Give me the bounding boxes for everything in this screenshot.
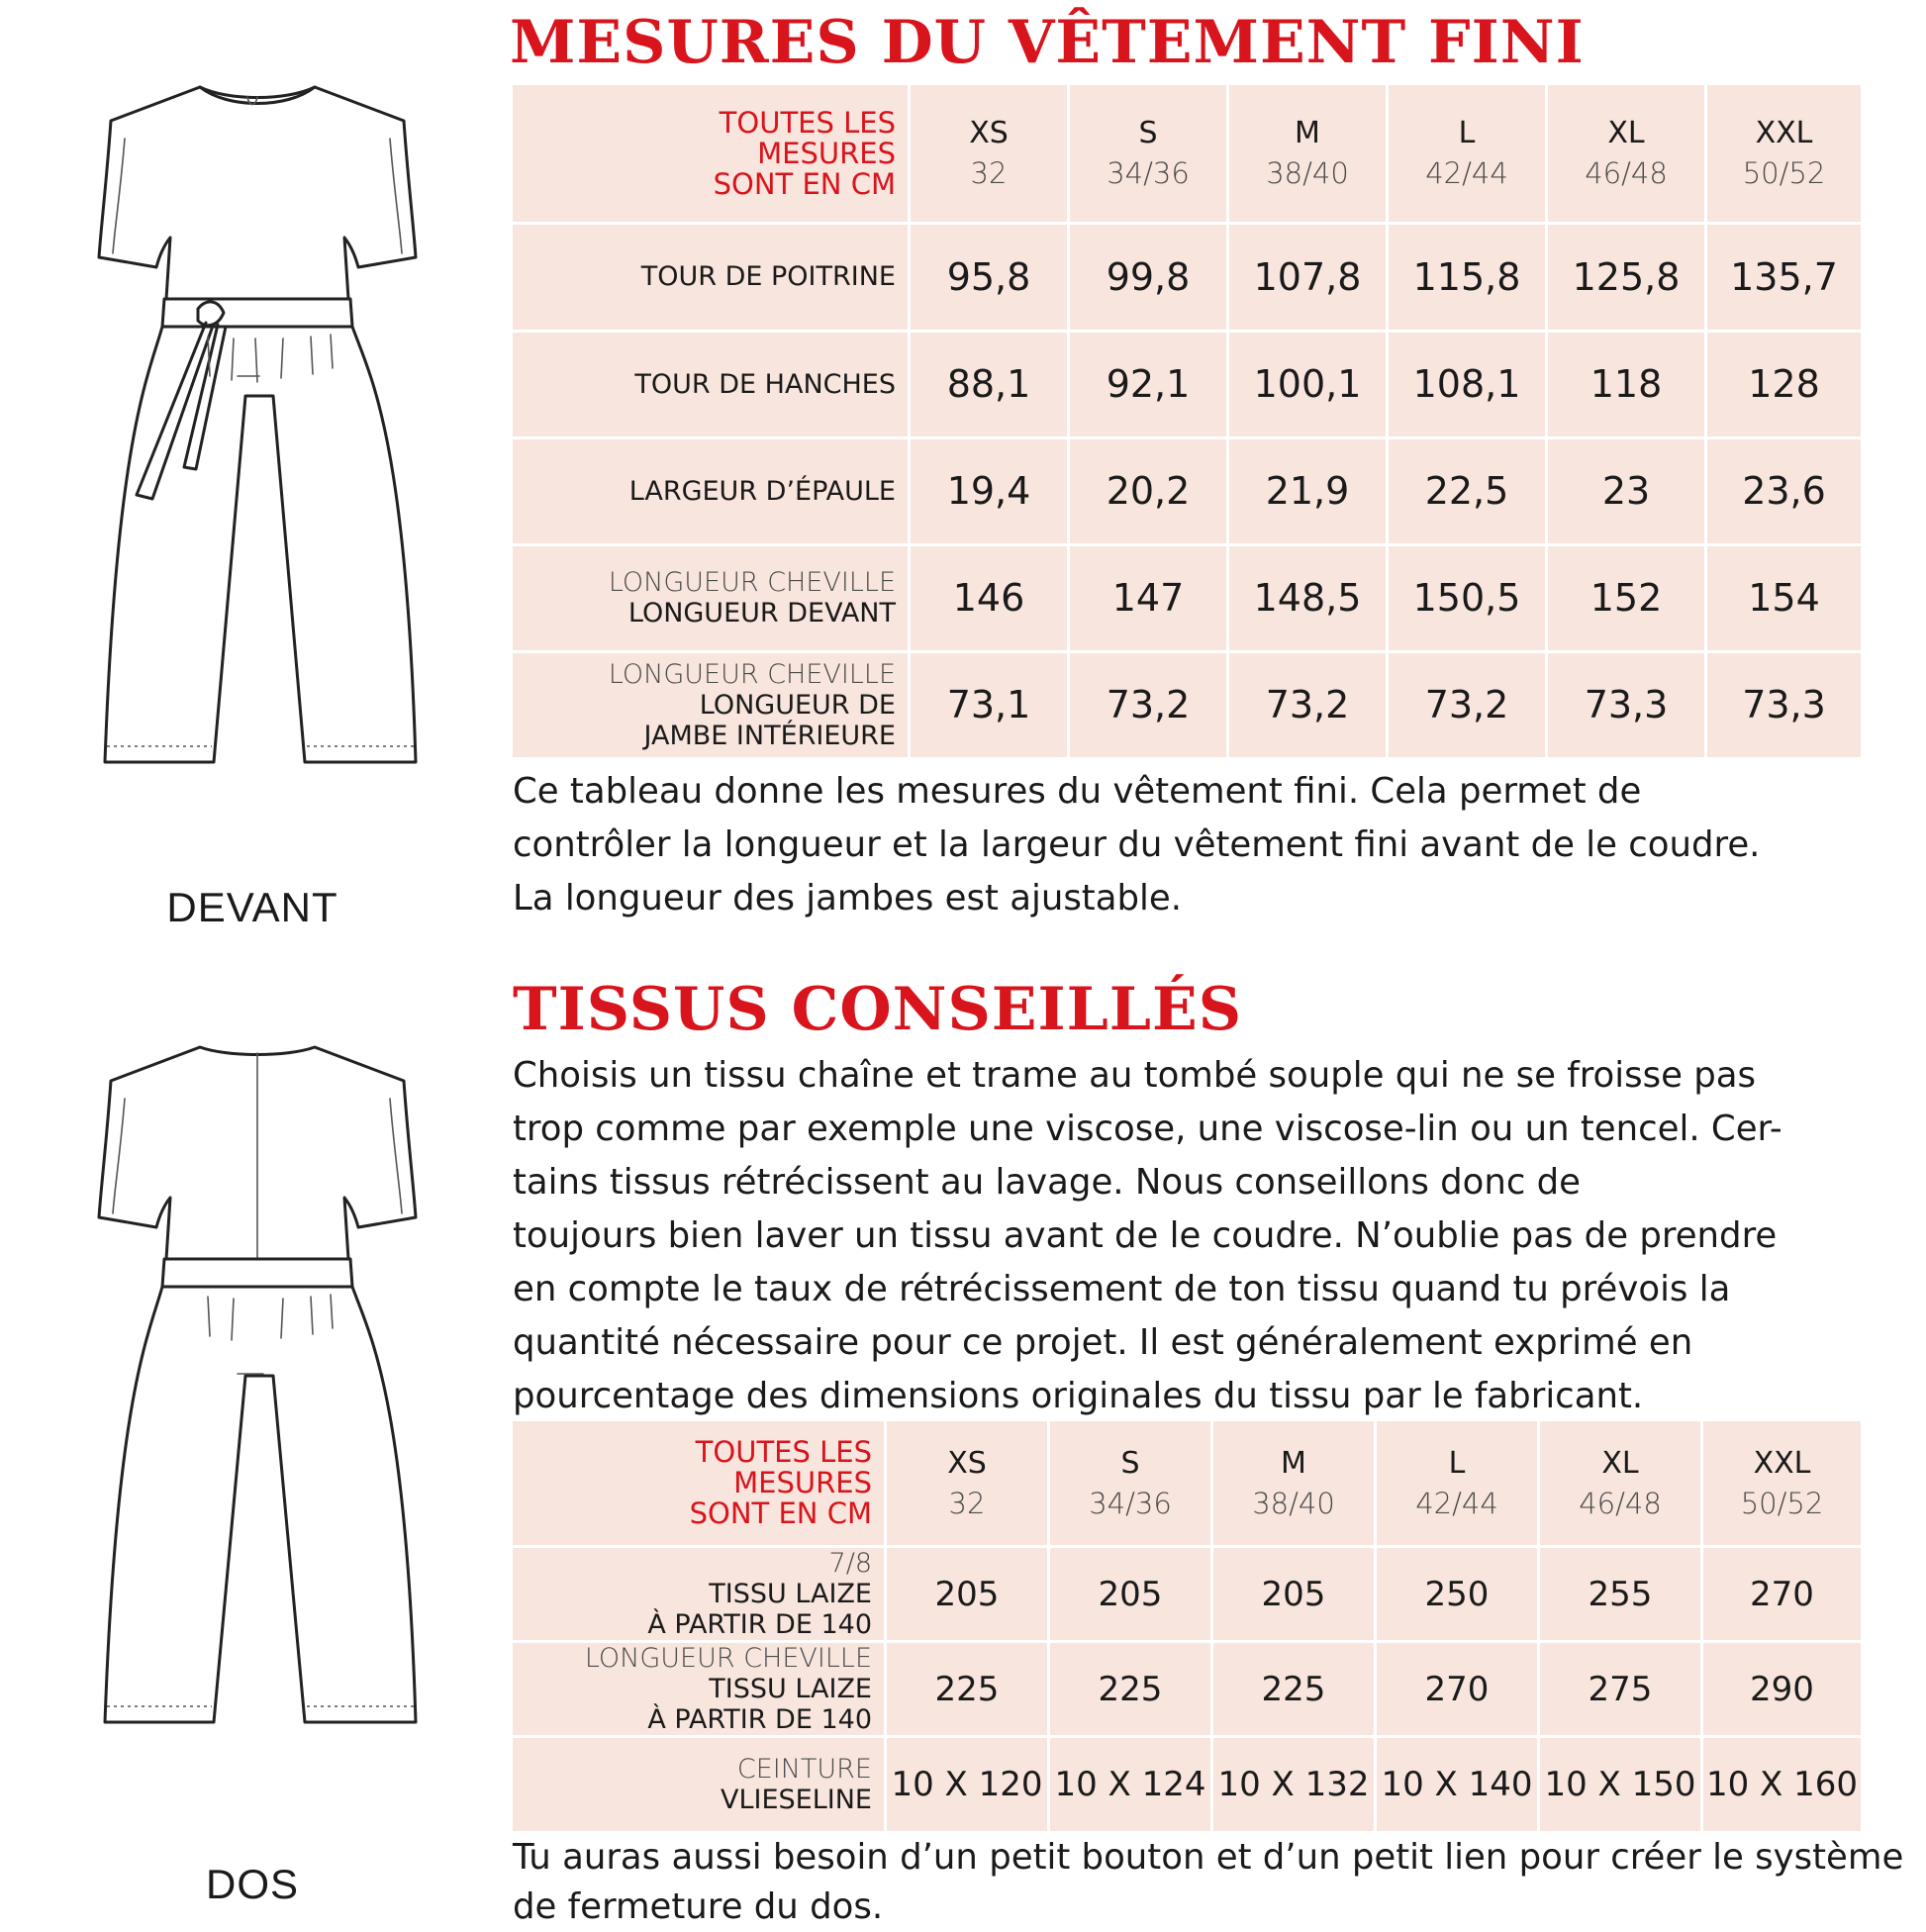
size-name: S — [1138, 116, 1158, 151]
front-label: DEVANT — [166, 884, 338, 930]
size-name: XS — [947, 1445, 987, 1481]
value-cell: 73,3 — [1706, 651, 1863, 758]
value-cell: 73,2 — [1388, 651, 1547, 758]
value-cell: 95,8 — [910, 224, 1069, 331]
header-row — [512, 1420, 1863, 1547]
value-cell: 10 X 160 — [1702, 1737, 1863, 1833]
size-header-m — [1212, 1420, 1376, 1547]
recommended-fabrics-text — [513, 1049, 1782, 1423]
value-cell: 250 — [1376, 1547, 1539, 1642]
size-number: 50/52 — [1740, 1486, 1824, 1520]
value-cell: 10 X 140 — [1376, 1737, 1539, 1833]
unit-note-cell — [512, 84, 910, 224]
row-label-line: LONGUEUR DE — [699, 689, 896, 721]
value-cell: 108,1 — [1388, 331, 1547, 437]
size-header-m — [1228, 84, 1388, 224]
unit-note-line: SONT EN CM — [689, 1497, 872, 1530]
table-row — [512, 1547, 1863, 1642]
value-cell: 270 — [1376, 1642, 1539, 1737]
size-name: XS — [969, 116, 1009, 151]
value-cell: 205 — [1212, 1547, 1376, 1642]
row-sublabel: CEINTURE — [736, 1754, 872, 1785]
row-sublabel: 7/8 — [828, 1548, 872, 1579]
row-label-line: TISSU LAIZE — [709, 1579, 872, 1609]
note-line: contrôler la longueur et la largeur du vêtement fini avant de le coudre. — [513, 824, 1761, 865]
value-cell: 290 — [1702, 1642, 1863, 1737]
value-cell: 10 X 132 — [1212, 1737, 1376, 1833]
jumpsuit-back-illustration — [89, 1039, 426, 1831]
table-row — [512, 651, 1863, 758]
value-cell: 23 — [1547, 437, 1706, 544]
size-number: 32 — [970, 156, 1008, 191]
size-number: 46/48 — [1579, 1486, 1662, 1520]
size-number: 42/44 — [1425, 156, 1508, 191]
unit-note-line: MESURES — [733, 1466, 872, 1499]
unit-note-line: SONT EN CM — [713, 166, 896, 201]
row-sublabel: LONGUEUR CHEVILLE — [608, 658, 896, 690]
value-cell: 275 — [1539, 1642, 1702, 1737]
row-label — [512, 437, 910, 544]
value-cell: 20,2 — [1069, 437, 1228, 544]
note-line: La longueur des jambes est ajustable. — [513, 878, 1183, 918]
value-cell: 128 — [1706, 331, 1863, 437]
paragraph-line: en compte le taux de rétrécissement de ton tissu quand tu prévois la — [513, 1269, 1731, 1309]
value-cell: 118 — [1547, 331, 1706, 437]
row-label-line: TOUR DE POITRINE — [640, 261, 896, 293]
value-cell: 10 X 124 — [1049, 1737, 1212, 1833]
note-line: Ce tableau donne les mesures du vêtement fini. Cela permet de — [513, 771, 1642, 812]
row-label-line: VLIESELINE — [721, 1785, 872, 1815]
size-header-xs — [910, 84, 1069, 224]
value-cell: 73,2 — [1228, 651, 1388, 758]
row-label — [512, 331, 910, 437]
size-number: 38/40 — [1266, 156, 1349, 191]
value-cell: 115,8 — [1388, 224, 1547, 331]
paragraph-line: Choisis un tissu chaîne et trame au tombé souple qui ne se froisse pas — [513, 1055, 1757, 1096]
table-row — [512, 224, 1863, 331]
value-cell: 225 — [1212, 1642, 1376, 1737]
size-name: XL — [1601, 1445, 1639, 1481]
size-number: 34/36 — [1089, 1486, 1172, 1520]
value-cell: 19,4 — [910, 437, 1069, 544]
unit-note-line: TOUTES LES — [695, 1435, 872, 1469]
row-label — [512, 1642, 886, 1737]
unit-note-line: MESURES — [757, 136, 896, 170]
value-cell: 270 — [1702, 1547, 1863, 1642]
row-label — [512, 544, 910, 651]
row-sublabel: LONGUEUR CHEVILLE — [584, 1643, 872, 1674]
size-number: 46/48 — [1585, 156, 1668, 191]
header-row — [512, 84, 1863, 224]
value-cell: 152 — [1547, 544, 1706, 651]
size-number: 42/44 — [1415, 1486, 1498, 1520]
closure-note — [513, 1833, 1903, 1932]
value-cell: 148,5 — [1228, 544, 1388, 651]
value-cell: 73,3 — [1547, 651, 1706, 758]
table-row — [512, 437, 1863, 544]
value-cell: 10 X 120 — [886, 1737, 1049, 1833]
row-label-line: LARGEUR D’ÉPAULE — [628, 475, 896, 507]
table-row — [512, 1737, 1863, 1833]
footer-line: de fermeture du dos. — [513, 1886, 884, 1927]
value-cell: 99,8 — [1069, 224, 1228, 331]
row-sublabel: LONGUEUR CHEVILLE — [608, 567, 896, 599]
value-cell: 100,1 — [1228, 331, 1388, 437]
size-header-l — [1376, 1420, 1539, 1547]
size-header-xxl — [1702, 1420, 1863, 1547]
row-label-line: TOUR DE HANCHES — [634, 368, 896, 400]
value-cell: 205 — [1049, 1547, 1212, 1642]
value-cell: 73,1 — [910, 651, 1069, 758]
value-cell: 22,5 — [1388, 437, 1547, 544]
row-label-line: JAMBE INTÉRIEURE — [643, 720, 896, 751]
row-label — [512, 1737, 886, 1833]
size-name: XXL — [1755, 116, 1813, 151]
size-header-xl — [1547, 84, 1706, 224]
size-number: 38/40 — [1252, 1486, 1335, 1520]
value-cell: 255 — [1539, 1547, 1702, 1642]
section-title-recommended-fabrics: TISSUS CONSEILLÉS — [513, 975, 1243, 1044]
size-number: 34/36 — [1107, 156, 1190, 191]
finished-measurements-table — [510, 82, 1864, 760]
value-cell: 154 — [1706, 544, 1863, 651]
table-row — [512, 331, 1863, 437]
size-header-xxl — [1706, 84, 1863, 224]
unit-note-cell — [512, 1420, 886, 1547]
size-number: 32 — [948, 1486, 986, 1520]
value-cell: 225 — [886, 1642, 1049, 1737]
size-header-xs — [886, 1420, 1049, 1547]
size-name: XL — [1607, 116, 1645, 151]
paragraph-line: trop comme par exemple une viscose, une viscose-lin ou un tencel. Cer- — [513, 1109, 1782, 1149]
row-label — [512, 224, 910, 331]
row-label — [512, 651, 910, 758]
row-label-line: À PARTIR DE 140 — [647, 1609, 872, 1640]
paragraph-line: toujours bien laver un tissu avant de le coudre. N’oublie pas de prendre — [513, 1215, 1778, 1256]
row-label-line: À PARTIR DE 140 — [647, 1704, 872, 1735]
value-cell: 147 — [1069, 544, 1228, 651]
value-cell: 125,8 — [1547, 224, 1706, 331]
value-cell: 73,2 — [1069, 651, 1228, 758]
row-label — [512, 1547, 886, 1642]
value-cell: 23,6 — [1706, 437, 1863, 544]
value-cell: 21,9 — [1228, 437, 1388, 544]
size-name: XXL — [1753, 1445, 1811, 1481]
value-cell: 88,1 — [910, 331, 1069, 437]
unit-note-line: TOUTES LES — [719, 105, 896, 140]
size-name: M — [1281, 1445, 1306, 1481]
size-header-s — [1069, 84, 1228, 224]
value-cell: 107,8 — [1228, 224, 1388, 331]
size-name: L — [1458, 116, 1476, 151]
jumpsuit-front-illustration — [89, 79, 426, 871]
size-name: M — [1295, 116, 1320, 151]
value-cell: 146 — [910, 544, 1069, 651]
value-cell: 205 — [886, 1547, 1049, 1642]
value-cell: 150,5 — [1388, 544, 1547, 651]
paragraph-line: quantité nécessaire pour ce projet. Il est généralement exprimé en — [513, 1322, 1693, 1363]
table-row — [512, 1642, 1863, 1737]
size-number: 50/52 — [1742, 156, 1826, 191]
paragraph-line: tains tissus rétrécissent au lavage. Nous conseillons donc de — [513, 1162, 1582, 1203]
size-name: L — [1448, 1445, 1466, 1481]
back-label: DOS — [205, 1861, 299, 1907]
paragraph-line: pourcentage des dimensions originales du tissu par le fabricant. — [513, 1376, 1644, 1416]
size-name: S — [1120, 1445, 1140, 1481]
value-cell: 225 — [1049, 1642, 1212, 1737]
value-cell: 10 X 150 — [1539, 1737, 1702, 1833]
finished-measurements-note — [513, 765, 1760, 925]
value-cell: 92,1 — [1069, 331, 1228, 437]
size-header-s — [1049, 1420, 1212, 1547]
value-cell: 135,7 — [1706, 224, 1863, 331]
footer-line: Tu auras aussi besoin d’un petit bouton et d’un petit lien pour créer le système — [513, 1837, 1904, 1878]
fabric-requirements-table — [510, 1418, 1864, 1834]
size-header-xl — [1539, 1420, 1702, 1547]
row-label-line: LONGUEUR DEVANT — [627, 598, 896, 629]
table-row — [512, 544, 1863, 651]
section-title-finished-measurements: MESURES DU VÊTEMENT FINI — [510, 8, 1585, 77]
row-label-line: TISSU LAIZE — [709, 1674, 872, 1704]
size-header-l — [1388, 84, 1547, 224]
